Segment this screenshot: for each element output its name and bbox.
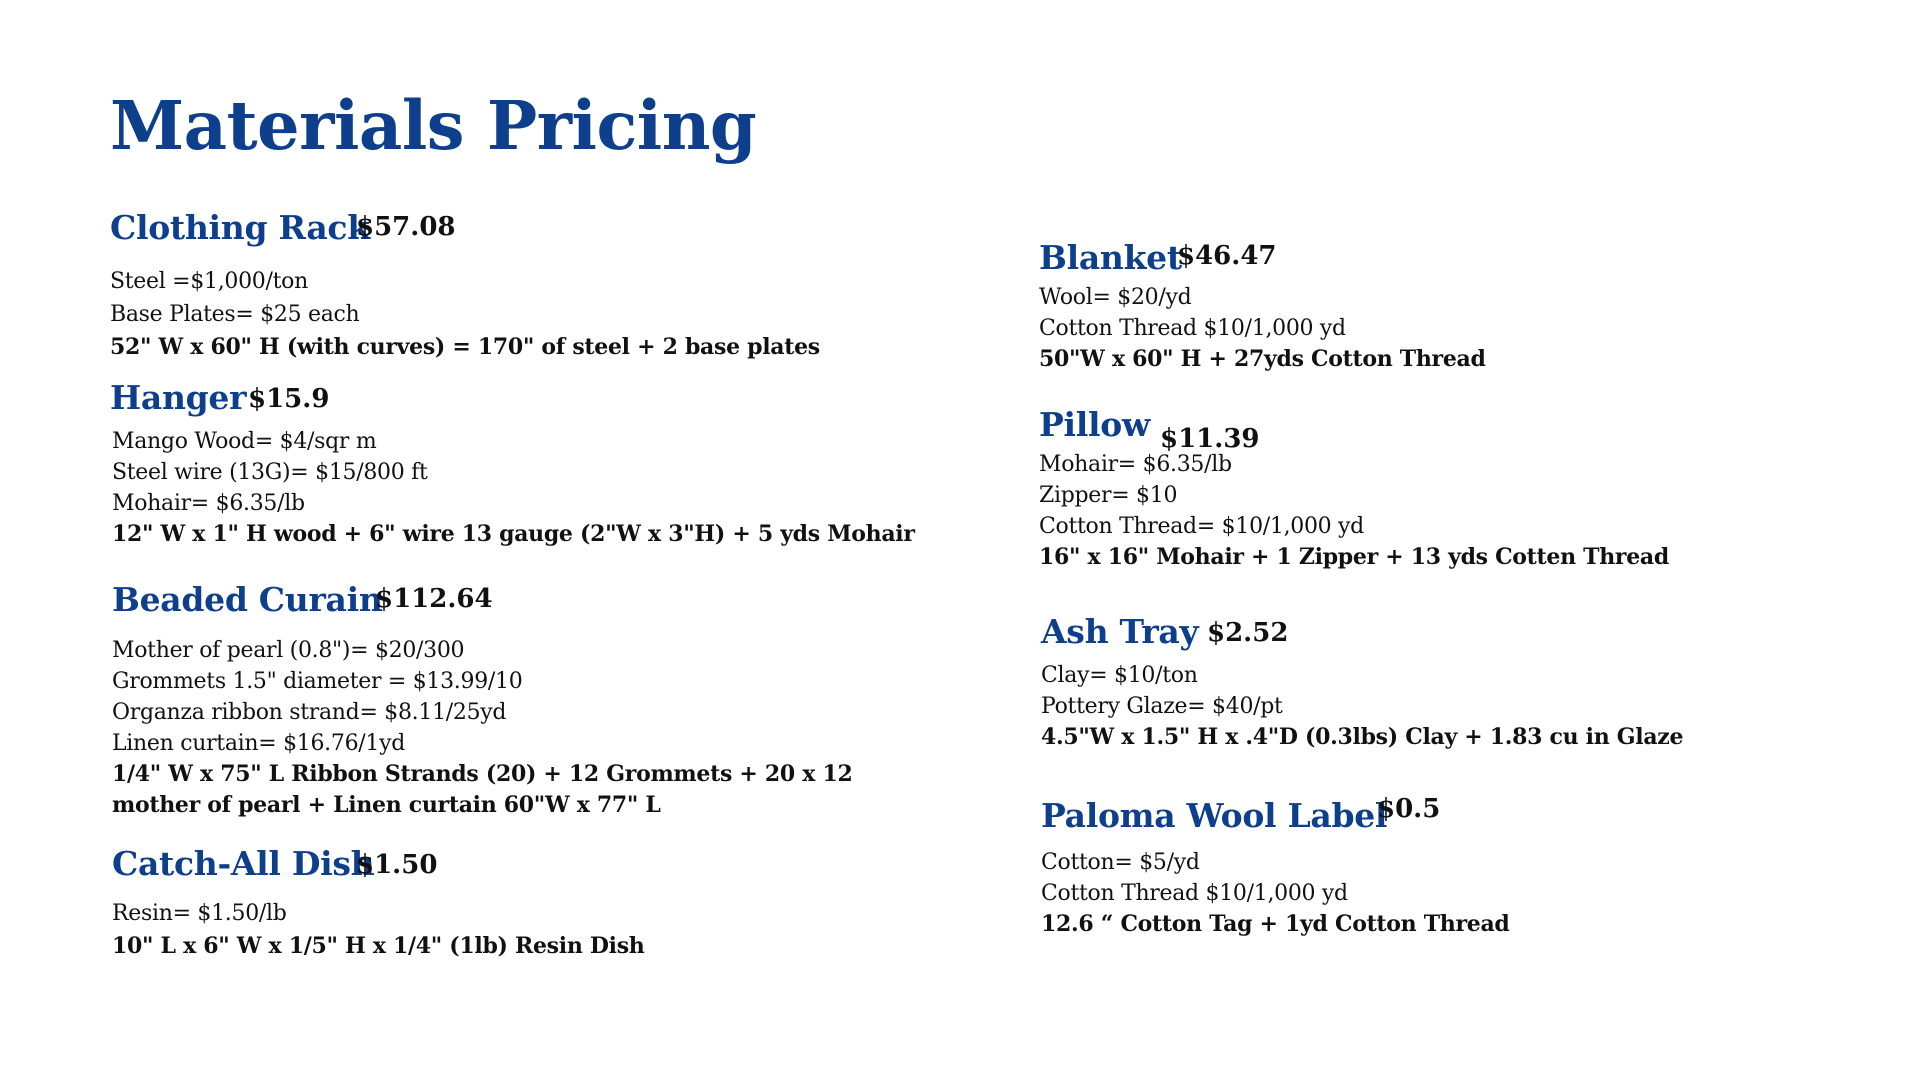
item-name: Ash Tray — [1041, 612, 1199, 651]
material-line: Organza ribbon strand= $8.11/25yd — [112, 700, 507, 725]
item-name: Pillow — [1039, 405, 1151, 444]
material-line: Resin= $1.50/lb — [112, 901, 287, 926]
item-ash-tray — [1041, 612, 1683, 753]
material-line: Mango Wood= $4/sqr m — [112, 429, 377, 454]
item-blanket — [1039, 238, 1486, 375]
item-pillow — [1039, 405, 1669, 573]
item-hanger — [110, 378, 915, 550]
item-clothing-rack — [110, 208, 820, 364]
item-name: Catch-All Dish — [112, 844, 375, 883]
item-price: $112.64 — [375, 584, 493, 614]
item-price: $1.50 — [356, 850, 438, 880]
item-name: Beaded Curain — [112, 580, 383, 619]
material-line: Zipper= $10 — [1039, 483, 1178, 508]
material-line: Cotton= $5/yd — [1041, 850, 1200, 875]
material-line: Linen curtain= $16.76/1yd — [112, 731, 405, 756]
material-line: Cotton Thread= $10/1,000 yd — [1039, 514, 1364, 539]
item-price: $46.47 — [1177, 241, 1277, 271]
item-spec: 12" W x 1" H wood + 6" wire 13 gauge (2"W x 3"H) + 5 yds Mohair — [112, 521, 915, 547]
item-spec: 50"W x 60" H + 27yds Cotton Thread — [1039, 346, 1486, 372]
item-name: Clothing Rack — [110, 208, 370, 247]
item-name: Blanket — [1039, 238, 1182, 277]
item-paloma-wool-label — [1041, 796, 1510, 940]
item-spec: 52" W x 60" H (with curves) = 170" of steel + 2 base plates — [110, 334, 820, 360]
page-title: Materials Pricing — [110, 86, 757, 165]
item-price: $0.5 — [1377, 794, 1441, 824]
material-line: Grommets 1.5" diameter = $13.99/10 — [112, 669, 523, 694]
material-line: Base Plates= $25 each — [110, 302, 360, 327]
item-catch-all-dish — [112, 844, 645, 962]
item-price: $57.08 — [356, 212, 456, 242]
material-line: Mother of pearl (0.8")= $20/300 — [112, 638, 465, 663]
item-spec: 10" L x 6" W x 1/5" H x 1/4" (1lb) Resin Dish — [112, 933, 645, 959]
item-spec: mother of pearl + Linen curtain 60"W x 77" L — [112, 792, 661, 818]
material-line: Steel wire (13G)= $15/800 ft — [112, 460, 428, 485]
material-line: Wool= $20/yd — [1039, 285, 1192, 310]
item-name: Hanger — [110, 378, 247, 417]
item-name: Paloma Wool Label — [1041, 796, 1388, 835]
item-spec: 4.5"W x 1.5" H x .4"D (0.3lbs) Clay + 1.83 cu in Glaze — [1041, 724, 1684, 750]
material-line: Pottery Glaze= $40/pt — [1041, 694, 1283, 719]
item-spec: 16" x 16" Mohair + 1 Zipper + 13 yds Cotten Thread — [1039, 544, 1669, 570]
item-spec: 12.6 “ Cotton Tag + 1yd Cotton Thread — [1041, 911, 1510, 937]
item-price: $11.39 — [1160, 424, 1260, 454]
material-line: Mohair= $6.35/lb — [112, 491, 305, 516]
material-line: Cotton Thread $10/1,000 yd — [1041, 881, 1348, 906]
material-line: Clay= $10/ton — [1041, 663, 1198, 688]
item-spec: 1/4" W x 75" L Ribbon Strands (20) + 12 Grommets + 20 x 12 — [112, 761, 853, 787]
item-price: $15.9 — [248, 384, 330, 414]
item-beaded-curtain — [112, 580, 852, 821]
material-line: Mohair= $6.35/lb — [1039, 452, 1232, 477]
item-price: $2.52 — [1207, 618, 1289, 648]
material-line: Steel =$1,000/ton — [110, 269, 308, 294]
material-line: Cotton Thread $10/1,000 yd — [1039, 316, 1346, 341]
